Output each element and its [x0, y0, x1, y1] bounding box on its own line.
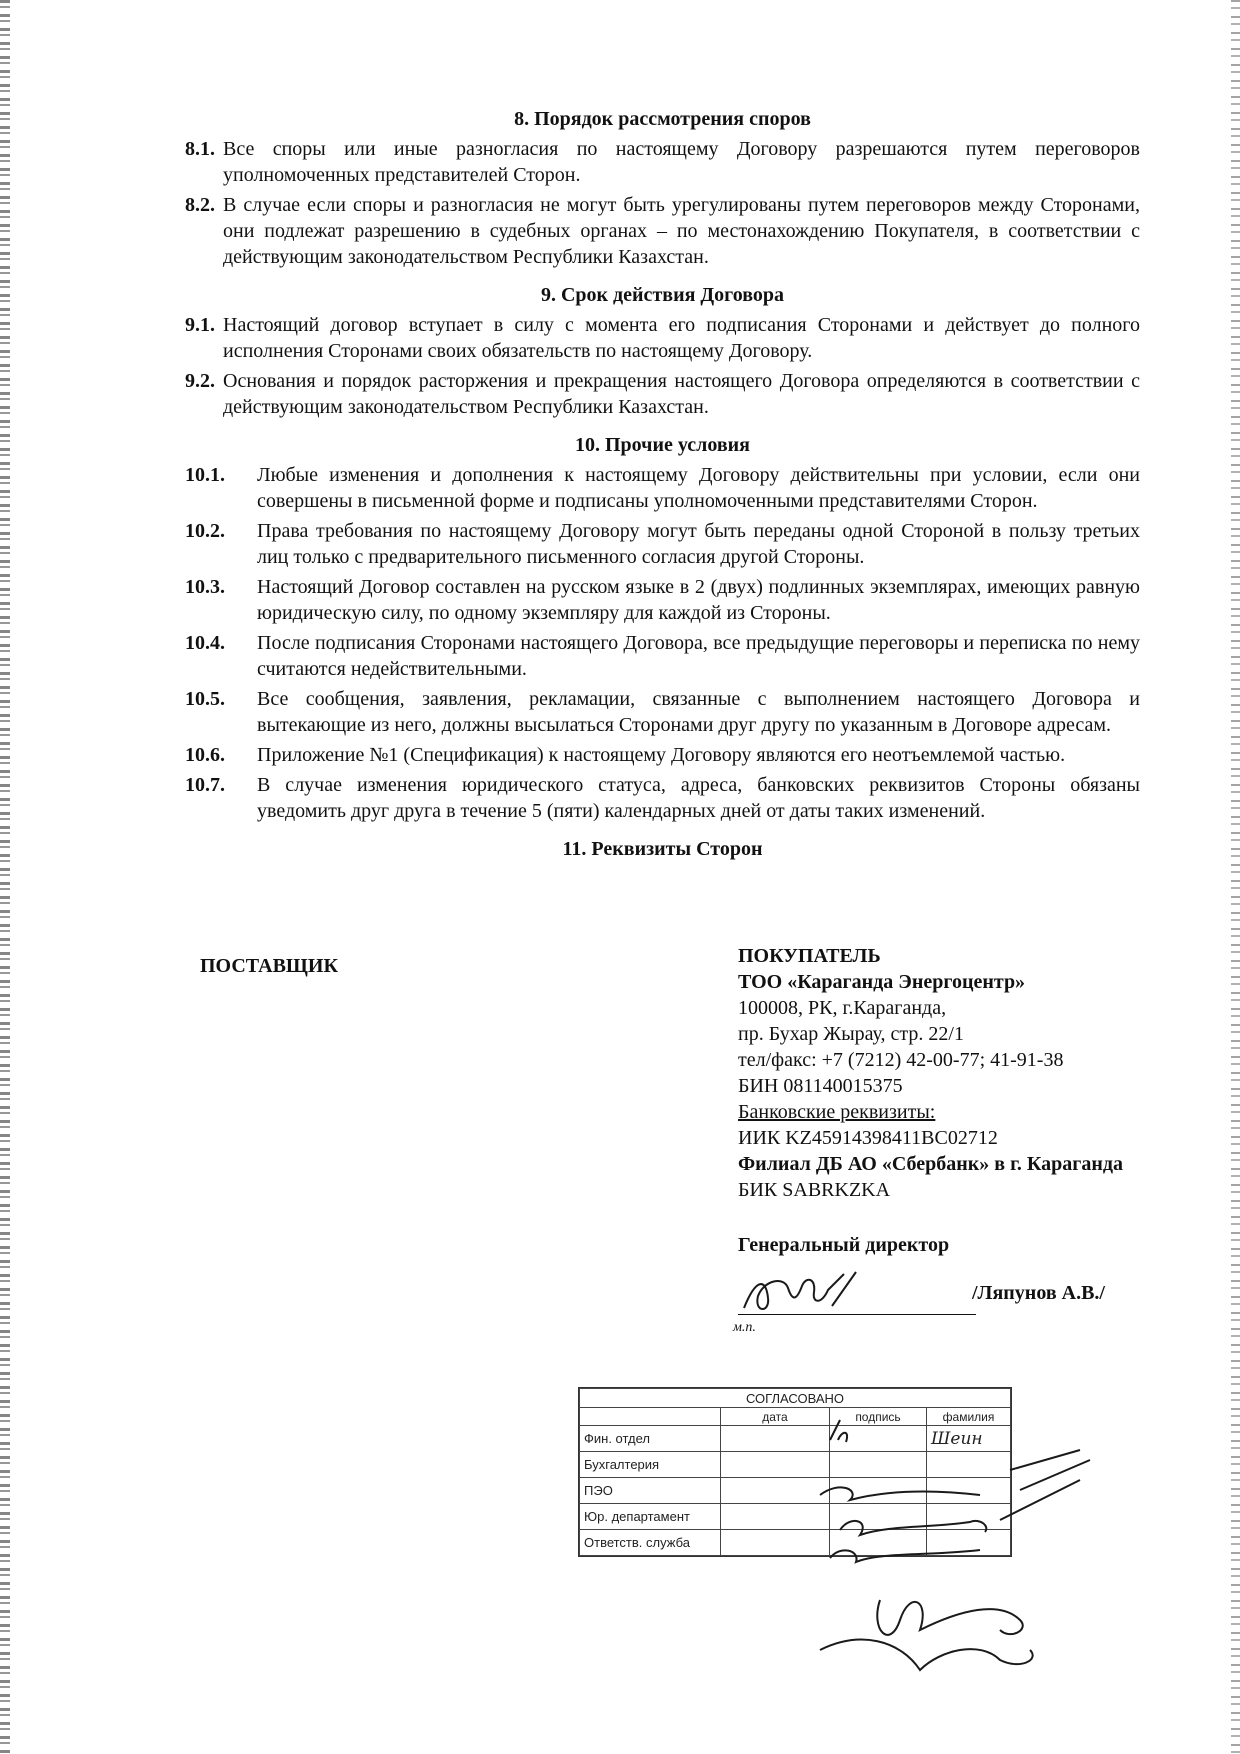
department-cell: Бухгалтерия — [580, 1452, 721, 1478]
clause-9-1 — [185, 312, 1140, 364]
section-10-title: 10. Прочие условия — [575, 434, 750, 456]
department-cell: ПЭО — [580, 1478, 721, 1504]
column-header-date: дата — [721, 1408, 830, 1426]
buyer-address-line-2: пр. Бухар Жырау, стр. 22/1 — [738, 1023, 964, 1045]
department-cell: Юр. департамент — [580, 1504, 721, 1530]
clause-10-7 — [185, 772, 1140, 824]
column-header — [580, 1408, 721, 1426]
director-position: Генеральный директор — [738, 1234, 950, 1256]
clause-number: 9.1. — [185, 314, 215, 336]
section-9-title: 9. Срок действия Договора — [540, 284, 785, 306]
scan-edge-left — [0, 0, 10, 1754]
buyer-iik: ИИК KZ45914398411BC02712 — [738, 1127, 998, 1149]
clause-number: 8.1. — [185, 138, 215, 160]
clause-9-2 — [185, 368, 1140, 420]
director-signature-icon — [736, 1268, 936, 1318]
buyer-label: ПОКУПАТЕЛЬ — [738, 945, 881, 967]
clause-8-1 — [185, 136, 1140, 188]
clause-text: После подписания Сторонами настоящего Договора, все предыдущие переговоры и переписка по нему считаются недействительными. — [257, 632, 1140, 680]
clause-number: 10.2. — [185, 520, 225, 542]
buyer-bik: БИК SABRKZKA — [738, 1179, 891, 1201]
buyer-bank: Филиал ДБ АО «Сбербанк» в г. Караганда — [738, 1153, 1124, 1175]
clause-text: В случае если споры и разногласия не могут быть урегулированы путем переговоров между Сторонами, они подлежат разрешению в судебных органах – по местонахождению Покупателя, в соответствии с действующим законодательством Республики Казахстан. — [223, 194, 1140, 268]
clause-text: Все сообщения, заявления, рекламации, связанные с выполнением настоящего Договора и вытекающие из него, должны высылаться Сторонами друг другу по указанным в Договоре адресам. — [257, 688, 1140, 736]
clause-number: 10.5. — [185, 688, 225, 710]
clause-number: 10.7. — [185, 774, 225, 796]
section-8-title: 8. Порядок рассмотрения споров — [514, 108, 811, 130]
clause-10-2 — [185, 518, 1140, 570]
department-cell: Фин. отдел — [580, 1426, 721, 1452]
department-cell: Ответств. служба — [580, 1530, 721, 1556]
clause-text: Все споры или иные разногласия по настоящему Договору разрешаются путем переговоров уполномоченных представителей Сторон. — [223, 138, 1140, 186]
buyer-bin: БИН 081140015375 — [738, 1075, 903, 1097]
supplier-label: ПОСТАВЩИК — [200, 955, 338, 977]
approval-title: СОГЛАСОВАНО — [580, 1389, 1011, 1408]
clause-10-5 — [185, 686, 1140, 738]
clause-8-2 — [185, 192, 1140, 270]
clause-number: 10.6. — [185, 744, 225, 766]
handwritten-signatures-icon — [780, 1400, 1100, 1690]
buyer-requisites — [738, 943, 1158, 1203]
clause-number: 10.3. — [185, 576, 225, 598]
clause-text: Права требования по настоящему Договору могут быть переданы одной Стороной в пользу третьих лиц только с предварительного письменного согласия другой Стороны. — [257, 520, 1140, 568]
clause-10-3 — [185, 574, 1140, 626]
clause-text: Настоящий договор вступает в силу с момента его подписания Сторонами и действует до полного исполнения Сторонами своих обязательств по настоящему Договору. — [223, 314, 1140, 362]
buyer-phone: тел/факс: +7 (7212) 42-00-77; 41-91-38 — [738, 1049, 1064, 1071]
clause-10-4 — [185, 630, 1140, 682]
column-header-surname: фамилия — [927, 1408, 1011, 1426]
clause-text: Приложение №1 (Спецификация) к настоящему Договору являются его неотъемлемой частью. — [257, 744, 1066, 766]
surname-cell: Шеин — [927, 1426, 1011, 1452]
director-name: /Ляпунов А.В./ — [972, 1282, 1105, 1304]
scan-edge-right — [1231, 0, 1240, 1754]
clause-number: 10.1. — [185, 464, 225, 486]
clause-number: 8.2. — [185, 194, 215, 216]
buyer-company: ТОО «Караганда Энергоцентр» — [738, 971, 1026, 993]
column-header-signature: подпись — [830, 1408, 927, 1426]
bank-heading: Банковские реквизиты: — [738, 1101, 936, 1123]
section-11-title: 11. Реквизиты Сторон — [562, 838, 763, 860]
clause-10-6 — [185, 742, 1140, 768]
stamp-place-label: м.п. — [733, 1320, 756, 1335]
buyer-address-line-1: 100008, РК, г.Караганда, — [738, 997, 947, 1019]
clause-text: В случае изменения юридического статуса, адреса, банковских реквизитов Стороны обязаны уведомить друг друга в течение 5 (пяти) календарных дней от даты таких изменений. — [257, 774, 1140, 822]
clause-10-1 — [185, 462, 1140, 514]
clause-number: 10.4. — [185, 632, 225, 654]
contract-page — [185, 100, 1140, 866]
clause-text: Основания и порядок расторжения и прекращения настоящего Договора определяются в соответствии с действующим законодательством Республики Казахстан. — [223, 370, 1140, 418]
clause-number: 9.2. — [185, 370, 215, 392]
clause-text: Любые изменения и дополнения к настоящему Договору действительны при условии, если они совершены в письменной форме и подписаны уполномоченными представителями Сторон. — [257, 464, 1140, 512]
clause-text: Настоящий Договор составлен на русском языке в 2 (двух) подлинных экземплярах, имеющих равную юридическую силу, по одному экземпляру для каждой из Стороны. — [257, 576, 1140, 624]
